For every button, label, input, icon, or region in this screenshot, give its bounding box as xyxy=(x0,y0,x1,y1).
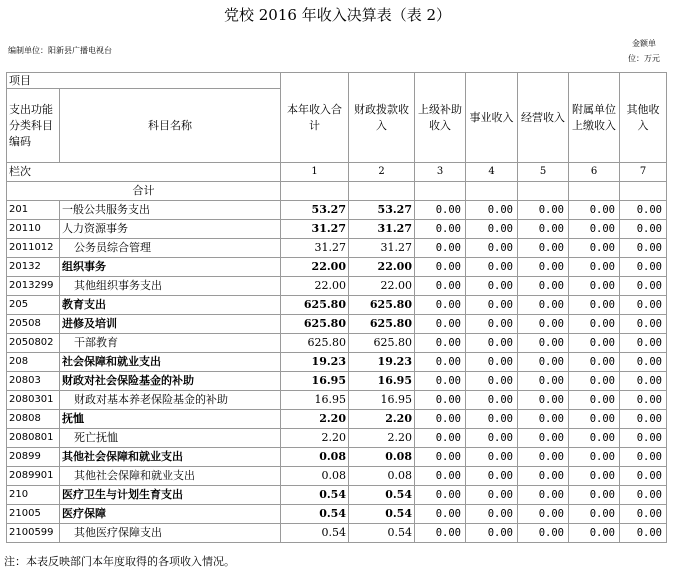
row-business-income: 0.00 xyxy=(466,410,518,429)
row-affiliate-income: 0.00 xyxy=(569,353,620,372)
row-business-income: 0.00 xyxy=(466,391,518,410)
row-fiscal-income: 0.08 xyxy=(349,467,415,486)
row-operating-income: 0.00 xyxy=(518,410,569,429)
row-operating-income: 0.00 xyxy=(518,315,569,334)
row-name: 医疗卫生与计划生育支出 xyxy=(60,486,281,505)
row-business-income: 0.00 xyxy=(466,201,518,220)
row-other-income: 0.00 xyxy=(620,258,667,277)
table-row xyxy=(7,220,667,239)
row-superior-subsidy: 0.00 xyxy=(415,505,466,524)
row-superior-subsidy: 0.00 xyxy=(415,486,466,505)
total-cell xyxy=(569,182,620,201)
row-code: 20508 xyxy=(7,315,60,334)
row-superior-subsidy: 0.00 xyxy=(415,315,466,334)
table-row xyxy=(7,239,667,258)
row-fiscal-income: 625.80 xyxy=(349,296,415,315)
income-table xyxy=(6,72,667,543)
row-operating-income: 0.00 xyxy=(518,429,569,448)
row-superior-subsidy: 0.00 xyxy=(415,296,466,315)
row-operating-income: 0.00 xyxy=(518,201,569,220)
row-affiliate-income: 0.00 xyxy=(569,258,620,277)
total-cell xyxy=(349,182,415,201)
header-col-4: 事业收入 xyxy=(466,73,518,163)
row-code: 2080301 xyxy=(7,391,60,410)
row-affiliate-income: 0.00 xyxy=(569,201,620,220)
table-row xyxy=(7,410,667,429)
column-number: 7 xyxy=(620,163,667,182)
row-code: 210 xyxy=(7,486,60,505)
header-col-7: 其他收入 xyxy=(620,73,667,163)
row-affiliate-income: 0.00 xyxy=(569,372,620,391)
row-superior-subsidy: 0.00 xyxy=(415,353,466,372)
table-row xyxy=(7,391,667,410)
table-row xyxy=(7,486,667,505)
row-other-income: 0.00 xyxy=(620,448,667,467)
row-total-income: 2.20 xyxy=(281,429,349,448)
header-row-label: 栏次 xyxy=(7,163,281,182)
table-row xyxy=(7,353,667,372)
row-superior-subsidy: 0.00 xyxy=(415,277,466,296)
table-body xyxy=(7,201,667,543)
row-name: 组织事务 xyxy=(60,258,281,277)
row-fiscal-income: 31.27 xyxy=(349,220,415,239)
header-col-6: 附属单位上缴收入 xyxy=(569,73,620,163)
row-affiliate-income: 0.00 xyxy=(569,277,620,296)
column-number: 5 xyxy=(518,163,569,182)
row-business-income: 0.00 xyxy=(466,429,518,448)
row-total-income: 0.08 xyxy=(281,448,349,467)
table-row xyxy=(7,296,667,315)
row-other-income: 0.00 xyxy=(620,220,667,239)
table-row xyxy=(7,372,667,391)
row-operating-income: 0.00 xyxy=(518,220,569,239)
row-affiliate-income: 0.00 xyxy=(569,524,620,543)
row-code: 205 xyxy=(7,296,60,315)
row-operating-income: 0.00 xyxy=(518,467,569,486)
row-fiscal-income: 22.00 xyxy=(349,258,415,277)
row-code: 201 xyxy=(7,201,60,220)
table-row xyxy=(7,277,667,296)
row-business-income: 0.00 xyxy=(466,315,518,334)
row-operating-income: 0.00 xyxy=(518,258,569,277)
row-business-income: 0.00 xyxy=(466,296,518,315)
row-other-income: 0.00 xyxy=(620,372,667,391)
row-business-income: 0.00 xyxy=(466,505,518,524)
row-other-income: 0.00 xyxy=(620,315,667,334)
row-name: 财政对基本养老保险基金的补助 xyxy=(60,391,281,410)
row-fiscal-income: 2.20 xyxy=(349,429,415,448)
total-cell xyxy=(620,182,667,201)
header-col-1: 本年收入合计 xyxy=(281,73,349,163)
row-operating-income: 0.00 xyxy=(518,505,569,524)
reporting-unit: 编制单位：阳新县广播电视台 xyxy=(8,46,112,55)
row-name: 进修及培训 xyxy=(60,315,281,334)
row-superior-subsidy: 0.00 xyxy=(415,372,466,391)
row-fiscal-income: 625.80 xyxy=(349,315,415,334)
row-fiscal-income: 16.95 xyxy=(349,372,415,391)
row-total-income: 16.95 xyxy=(281,372,349,391)
row-name: 社会保障和就业支出 xyxy=(60,353,281,372)
row-business-income: 0.00 xyxy=(466,239,518,258)
row-superior-subsidy: 0.00 xyxy=(415,429,466,448)
row-business-income: 0.00 xyxy=(466,524,518,543)
row-fiscal-income: 0.08 xyxy=(349,448,415,467)
row-code: 2089901 xyxy=(7,467,60,486)
row-total-income: 0.08 xyxy=(281,467,349,486)
row-operating-income: 0.00 xyxy=(518,372,569,391)
header-col-5: 经营收入 xyxy=(518,73,569,163)
row-affiliate-income: 0.00 xyxy=(569,334,620,353)
row-affiliate-income: 0.00 xyxy=(569,486,620,505)
row-other-income: 0.00 xyxy=(620,353,667,372)
row-total-income: 625.80 xyxy=(281,315,349,334)
total-cell xyxy=(415,182,466,201)
row-operating-income: 0.00 xyxy=(518,353,569,372)
row-name: 其他社会保障和就业支出 xyxy=(60,467,281,486)
row-fiscal-income: 2.20 xyxy=(349,410,415,429)
row-business-income: 0.00 xyxy=(466,372,518,391)
row-name: 医疗保障 xyxy=(60,505,281,524)
row-affiliate-income: 0.00 xyxy=(569,239,620,258)
row-total-income: 31.27 xyxy=(281,220,349,239)
row-other-income: 0.00 xyxy=(620,410,667,429)
table-row xyxy=(7,524,667,543)
row-superior-subsidy: 0.00 xyxy=(415,258,466,277)
row-other-income: 0.00 xyxy=(620,201,667,220)
row-other-income: 0.00 xyxy=(620,486,667,505)
row-business-income: 0.00 xyxy=(466,486,518,505)
row-total-income: 19.23 xyxy=(281,353,349,372)
column-number: 2 xyxy=(349,163,415,182)
table-row xyxy=(7,505,667,524)
row-business-income: 0.00 xyxy=(466,334,518,353)
row-code: 2013299 xyxy=(7,277,60,296)
row-total-income: 31.27 xyxy=(281,239,349,258)
table-row xyxy=(7,467,667,486)
total-cell xyxy=(281,182,349,201)
row-superior-subsidy: 0.00 xyxy=(415,334,466,353)
table-row xyxy=(7,201,667,220)
row-name: 其他组织事务支出 xyxy=(60,277,281,296)
column-number: 4 xyxy=(466,163,518,182)
row-business-income: 0.00 xyxy=(466,448,518,467)
row-name: 干部教育 xyxy=(60,334,281,353)
page-title: 党校 2016 年收入决算表（表 2） xyxy=(223,6,452,24)
row-fiscal-income: 19.23 xyxy=(349,353,415,372)
row-code: 20808 xyxy=(7,410,60,429)
row-code: 20899 xyxy=(7,448,60,467)
table-row xyxy=(7,315,667,334)
row-superior-subsidy: 0.00 xyxy=(415,220,466,239)
amount-unit: 金额单位：万元 xyxy=(628,39,660,63)
total-cell xyxy=(518,182,569,201)
row-code: 2080801 xyxy=(7,429,60,448)
row-operating-income: 0.00 xyxy=(518,239,569,258)
row-operating-income: 0.00 xyxy=(518,277,569,296)
row-business-income: 0.00 xyxy=(466,258,518,277)
row-superior-subsidy: 0.00 xyxy=(415,448,466,467)
row-affiliate-income: 0.00 xyxy=(569,315,620,334)
unit-row xyxy=(6,34,667,68)
row-operating-income: 0.00 xyxy=(518,296,569,315)
row-code: 20110 xyxy=(7,220,60,239)
footnote: 注：本表反映部门本年度取得的各项收入情况。 xyxy=(4,555,235,568)
row-affiliate-income: 0.00 xyxy=(569,429,620,448)
row-superior-subsidy: 0.00 xyxy=(415,467,466,486)
row-superior-subsidy: 0.00 xyxy=(415,239,466,258)
row-other-income: 0.00 xyxy=(620,505,667,524)
row-other-income: 0.00 xyxy=(620,467,667,486)
row-fiscal-income: 625.80 xyxy=(349,334,415,353)
row-affiliate-income: 0.00 xyxy=(569,410,620,429)
row-total-income: 22.00 xyxy=(281,277,349,296)
row-other-income: 0.00 xyxy=(620,239,667,258)
row-name: 死亡抚恤 xyxy=(60,429,281,448)
row-name: 其他医疗保障支出 xyxy=(60,524,281,543)
row-other-income: 0.00 xyxy=(620,334,667,353)
row-total-income: 0.54 xyxy=(281,505,349,524)
row-name: 财政对社会保险基金的补助 xyxy=(60,372,281,391)
row-affiliate-income: 0.00 xyxy=(569,448,620,467)
row-other-income: 0.00 xyxy=(620,391,667,410)
table-row xyxy=(7,429,667,448)
row-affiliate-income: 0.00 xyxy=(569,391,620,410)
header-func-code: 支出功能分类科目编码 xyxy=(7,89,60,163)
row-name: 教育支出 xyxy=(60,296,281,315)
table-row xyxy=(7,448,667,467)
row-fiscal-income: 31.27 xyxy=(349,239,415,258)
row-total-income: 53.27 xyxy=(281,201,349,220)
row-fiscal-income: 22.00 xyxy=(349,277,415,296)
row-business-income: 0.00 xyxy=(466,220,518,239)
row-total-income: 0.54 xyxy=(281,486,349,505)
row-name: 人力资源事务 xyxy=(60,220,281,239)
row-total-income: 2.20 xyxy=(281,410,349,429)
row-name: 公务员综合管理 xyxy=(60,239,281,258)
row-superior-subsidy: 0.00 xyxy=(415,201,466,220)
row-fiscal-income: 0.54 xyxy=(349,524,415,543)
table-row xyxy=(7,334,667,353)
row-other-income: 0.00 xyxy=(620,429,667,448)
row-name: 抚恤 xyxy=(60,410,281,429)
total-label: 合计 xyxy=(7,182,281,201)
header-subject-name: 科目名称 xyxy=(60,89,281,163)
row-code: 20803 xyxy=(7,372,60,391)
total-cell xyxy=(466,182,518,201)
row-total-income: 0.54 xyxy=(281,524,349,543)
header-project: 项目 xyxy=(7,73,281,89)
row-affiliate-income: 0.00 xyxy=(569,220,620,239)
row-business-income: 0.00 xyxy=(466,467,518,486)
row-total-income: 625.80 xyxy=(281,296,349,315)
row-operating-income: 0.00 xyxy=(518,448,569,467)
header-col-3: 上级补助收入 xyxy=(415,73,466,163)
row-code: 2050802 xyxy=(7,334,60,353)
row-code: 2011012 xyxy=(7,239,60,258)
row-affiliate-income: 0.00 xyxy=(569,296,620,315)
row-name: 一般公共服务支出 xyxy=(60,201,281,220)
row-superior-subsidy: 0.00 xyxy=(415,410,466,429)
row-business-income: 0.00 xyxy=(466,353,518,372)
column-number: 1 xyxy=(281,163,349,182)
row-code: 2100599 xyxy=(7,524,60,543)
row-fiscal-income: 16.95 xyxy=(349,391,415,410)
row-name: 其他社会保障和就业支出 xyxy=(60,448,281,467)
row-operating-income: 0.00 xyxy=(518,334,569,353)
row-operating-income: 0.00 xyxy=(518,486,569,505)
row-affiliate-income: 0.00 xyxy=(569,467,620,486)
row-code: 21005 xyxy=(7,505,60,524)
row-fiscal-income: 0.54 xyxy=(349,486,415,505)
row-fiscal-income: 53.27 xyxy=(349,201,415,220)
table-row xyxy=(7,258,667,277)
row-superior-subsidy: 0.00 xyxy=(415,391,466,410)
row-code: 208 xyxy=(7,353,60,372)
row-total-income: 16.95 xyxy=(281,391,349,410)
header-col-2: 财政拨款收入 xyxy=(349,73,415,163)
row-other-income: 0.00 xyxy=(620,296,667,315)
row-code: 20132 xyxy=(7,258,60,277)
row-operating-income: 0.00 xyxy=(518,391,569,410)
row-affiliate-income: 0.00 xyxy=(569,505,620,524)
row-other-income: 0.00 xyxy=(620,277,667,296)
column-number: 3 xyxy=(415,163,466,182)
row-operating-income: 0.00 xyxy=(518,524,569,543)
row-total-income: 22.00 xyxy=(281,258,349,277)
row-superior-subsidy: 0.00 xyxy=(415,524,466,543)
column-number: 6 xyxy=(569,163,620,182)
row-other-income: 0.00 xyxy=(620,524,667,543)
row-business-income: 0.00 xyxy=(466,277,518,296)
row-fiscal-income: 0.54 xyxy=(349,505,415,524)
row-total-income: 625.80 xyxy=(281,334,349,353)
